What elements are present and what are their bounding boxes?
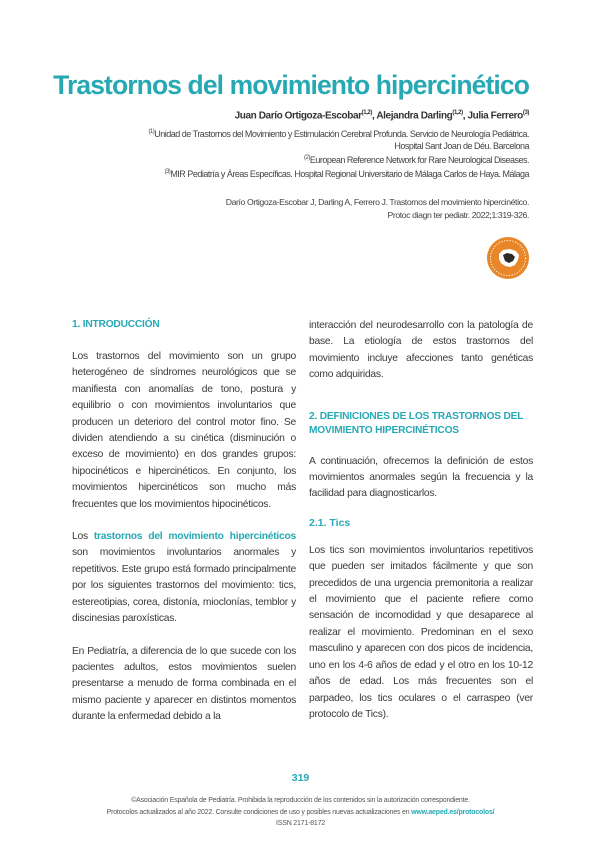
affiliation-3 [164, 166, 529, 180]
protocols-link[interactable]: www.aeped.es/protocolos/ [411, 808, 495, 816]
paragraph-text: Los [72, 531, 94, 543]
author-affiliation-marker: (1,2) [361, 110, 372, 116]
author-name: Juan Darío Ortigoza-Escobar [234, 110, 362, 122]
page-footer [0, 795, 601, 830]
highlighted-term: trastornos del movimiento hipercinéticos [93, 531, 296, 543]
author-name: Julia Ferrero [467, 110, 523, 122]
citation-line: Protoc diagn ter pediatr. 2022;1:319-326. [387, 210, 529, 220]
left-column [72, 318, 296, 726]
author-separator: , [462, 110, 468, 122]
paragraph: interacción del neurodesarrollo con la patología de base. La etiología de estos trastornos del movimiento incluye afecciones tanto genéticas como adquiridas. [309, 320, 533, 381]
paragraph: Los trastornos del movimiento son un grupo heterogéneo de síndromes neurológicos que se manifiesta con anomalías de tono, postura y equilibrio o con movimientos involuntarios que producen un deterioro del control motor fino. Se dividen atendiendo a su cinética (disminución o exceso de movimiento) en dos grandes grupos: hipocinéticos e hipercinéticos. En conjunto, los movimientos hipercinéticos son mucho más frecuentes que los movimientos hipocinéticos. [72, 351, 296, 510]
affiliation-marker: (1) [148, 129, 155, 135]
section-heading-introduccion: 1. INTRODUCCIÓN [72, 319, 160, 330]
subsection-heading-tics: 2.1. Tics [309, 516, 351, 529]
section-heading-definiciones: 2. DEFINICIONES DE LOS TRASTORNOS DEL MOVIMIENTO HIPERCINÉTICOS [309, 410, 524, 436]
paragraph [72, 529, 296, 627]
footer-copyright: ©Asociación Española de Pediatría. Prohibida la reproducción de los contenidos sin la autorización correspondiente. [131, 797, 470, 804]
paragraph-text: son movimientos involuntarios anormales y repetitivos. Este grupo está formado principalmente por los siguientes trastornos del movimiento: tics, estereotipias, corea, distonía, mioclonías, temblor y discinesias paroxísticas. [72, 547, 296, 625]
author-separator: , [371, 110, 377, 122]
author-list [235, 110, 529, 121]
citation [226, 196, 529, 222]
page-number: 319 [291, 772, 310, 784]
affiliation-2 [304, 152, 529, 166]
footer-text: Protocolos actualizados al año 2022. Consulte condiciones de uso y posibles nuevas actualizaciones en [106, 808, 412, 816]
paragraph: En Pediatría, a diferencia de lo que sucede con los pacientes adultos, estos movimientos suelen presentarse a menudo de forma combinada en el mismo paciente y aparecer en distintos momentos durante la enfermedad debido a la [72, 645, 296, 723]
affiliation-text: MIR Pediatría y Áreas Específicas. Hospital Regional Universitario de Málaga Carlos de Haya. Málaga [170, 169, 529, 179]
aep-logo [486, 236, 530, 280]
citation-line: Darío Ortigoza-Escobar J, Darling A, Ferrero J. Trastornos del movimiento hipercinético. [225, 197, 529, 207]
footer-issn: ISSN 2171-8172 [276, 820, 325, 827]
affiliation-marker: (3) [164, 169, 171, 175]
article-title: Trastornos del movimiento hipercinético [53, 70, 529, 100]
author-affiliation-marker: (1,2) [452, 110, 463, 116]
affiliation-text: Hospital Sant Joan de Déu. Barcelona [394, 141, 529, 152]
affiliation-text: European Reference Network for Rare Neurological Diseases. [309, 155, 529, 165]
affiliation-1 [148, 126, 529, 153]
author-name: Alejandra Darling [376, 110, 453, 122]
right-column [309, 318, 533, 723]
author-affiliation-marker: (3) [522, 110, 529, 116]
paragraph: Los tics son movimientos involuntarios repetitivos que pueden ser imitados fácilmente y que son precedidos de una urgencia premonitoria a realizar el movimiento que el paciente refiere como sensación de incomodidad y que desaparece al realizar el movimiento. Predominan en el sexo masculino y aparecen con dos picos de incidencia, uno en los 4-6 años de edad y el otro en los 10-12 años de edad. Los más frecuentes son el parpadeo, los tics oculares o el carraspeo (ver protocolo de Tics). [309, 544, 533, 720]
footer-notice [0, 807, 601, 819]
paragraph: A continuación, ofrecemos la definición de estos movimientos anormales según la frecuencia y la facilidad para diagnosticarlos. [309, 455, 533, 500]
affiliation-marker: (2) [304, 155, 310, 161]
affiliation-text: Unidad de Trastornos del Movimiento y Estimulación Cerebral Profunda. Servicio de Neurología Pediátrica. [154, 129, 529, 139]
